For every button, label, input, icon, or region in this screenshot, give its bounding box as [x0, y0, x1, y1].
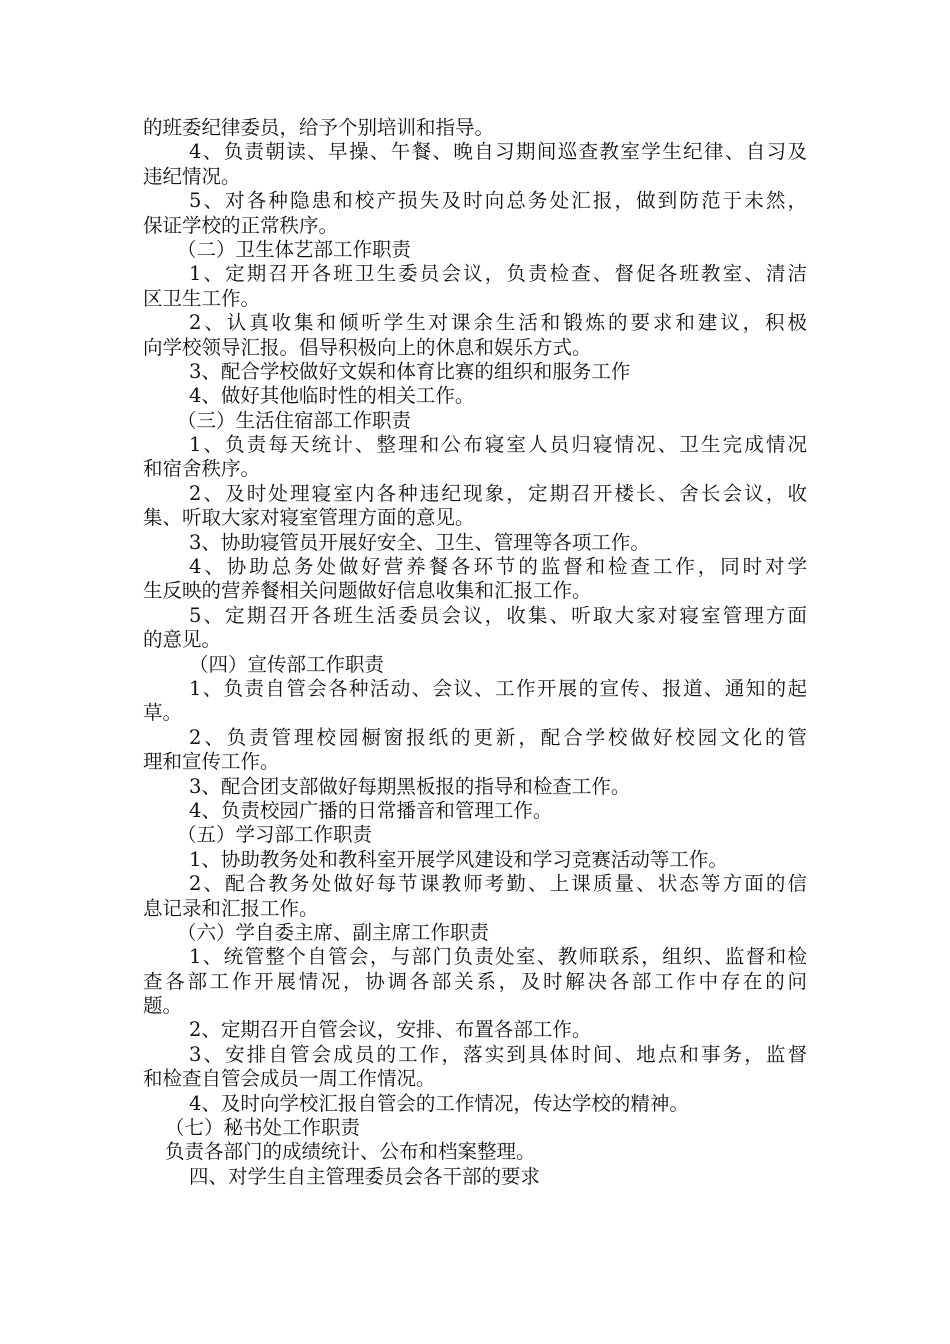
text-line: 3、配合学校做好文娱和体育比赛的组织和服务工作	[189, 359, 631, 383]
text-line: 5、对各种隐患和校产损失及时向总务处汇报，做到防范于未然，	[189, 189, 807, 213]
text-line: 题。	[143, 994, 183, 1018]
text-line: 负责各部门的成绩统计、公布和档案整理。	[165, 1140, 536, 1164]
text-line: 4、负责朝读、早操、午餐、晚自习期间巡查教室学生纪律、自习及	[189, 140, 807, 164]
text-line: 4、负责校园广播的日常播音和管理工作。	[189, 798, 553, 822]
text-line: 向学校领导汇报。倡导积极向上的休息和娱乐方式。	[143, 335, 592, 359]
text-line: 3、配合团支部做好每期黑板报的指导和检查工作。	[189, 774, 631, 798]
text-line: 草。	[143, 701, 183, 725]
text-line: 和宿舍秩序。	[143, 457, 261, 481]
text-line: 和检查自管会成员一周工作情况。	[143, 1067, 436, 1091]
text-line: （六）学自委主席、副主席工作职责	[177, 920, 490, 944]
text-line: 2、配合教务处做好每节课教师考勤、上课质量、状态等方面的信	[189, 872, 807, 896]
text-line: （四）宣传部工作职责	[189, 652, 385, 676]
text-line: 集、听取大家对寝室管理方面的意见。	[143, 506, 475, 530]
text-line: 1、协助教务处和教科室开展学风建设和学习竞赛活动等工作。	[189, 847, 728, 871]
text-line: 4、协助总务处做好营养餐各环节的监督和检查工作，同时对学	[189, 555, 807, 579]
text-line: （三）生活住宿部工作职责	[177, 408, 412, 432]
text-line: 1、统管整个自管会，与部门负责处室、教师联系，组织、监督和检	[189, 945, 807, 969]
text-line: 3、安排自管会成员的工作，落实到具体时间、地点和事务，监督	[189, 1042, 807, 1066]
text-line: 的班委纪律委员，给予个别培训和指导。	[143, 116, 495, 139]
text-line: 违纪情况。	[143, 164, 241, 188]
text-line: 1、定期召开各班卫生委员会议，负责检查、督促各班教室、清洁	[189, 262, 807, 286]
text-line: （五）学习部工作职责	[177, 823, 373, 847]
text-line: 四、对学生自主管理委员会各干部的要求	[189, 1164, 541, 1188]
text-line: （七）秘书处工作职责	[165, 1116, 361, 1140]
text-line: 3、协助寝管员开展好安全、卫生、管理等各项工作。	[189, 530, 650, 554]
text-line: 2、负责管理校园橱窗报纸的更新，配合学校做好校园文化的管	[189, 725, 807, 749]
text-line: 的意见。	[143, 628, 222, 652]
text-line: 息记录和汇报工作。	[143, 896, 319, 920]
text-line: （二）卫生体艺部工作职责	[177, 237, 412, 261]
text-line: 2、定期召开自管会议，安排、布置各部工作。	[189, 1018, 592, 1042]
text-line: 4、及时向学校汇报自管会的工作情况，传达学校的精神。	[189, 1091, 689, 1115]
text-line: 查各部工作开展情况，协调各部关系，及时解决各部工作中存在的问	[143, 969, 807, 993]
text-line: 1、负责每天统计、整理和公布寝室人员归寝情况、卫生完成情况	[189, 433, 807, 457]
text-line: 2、及时处理寝室内各种违纪现象，定期召开楼长、舍长会议，收	[189, 481, 807, 505]
text-line: 区卫生工作。	[143, 286, 261, 310]
text-line: 理和宣传工作。	[143, 750, 280, 774]
text-line: 生反映的营养餐相关问题做好信息收集和汇报工作。	[143, 579, 592, 603]
text-line: 5、定期召开各班生活委员会议，收集、听取大家对寝室管理方面	[189, 603, 807, 627]
text-line: 1、负责自管会各种活动、会议、工作开展的宣传、报道、通知的起	[189, 676, 807, 700]
document-page	[143, 116, 807, 1189]
text-line: 保证学校的正常秩序。	[143, 213, 339, 237]
text-line: 4、做好其他临时性的相关工作。	[189, 384, 475, 408]
text-line: 2、认真收集和倾听学生对课余生活和锻炼的要求和建议，积极	[189, 311, 807, 335]
